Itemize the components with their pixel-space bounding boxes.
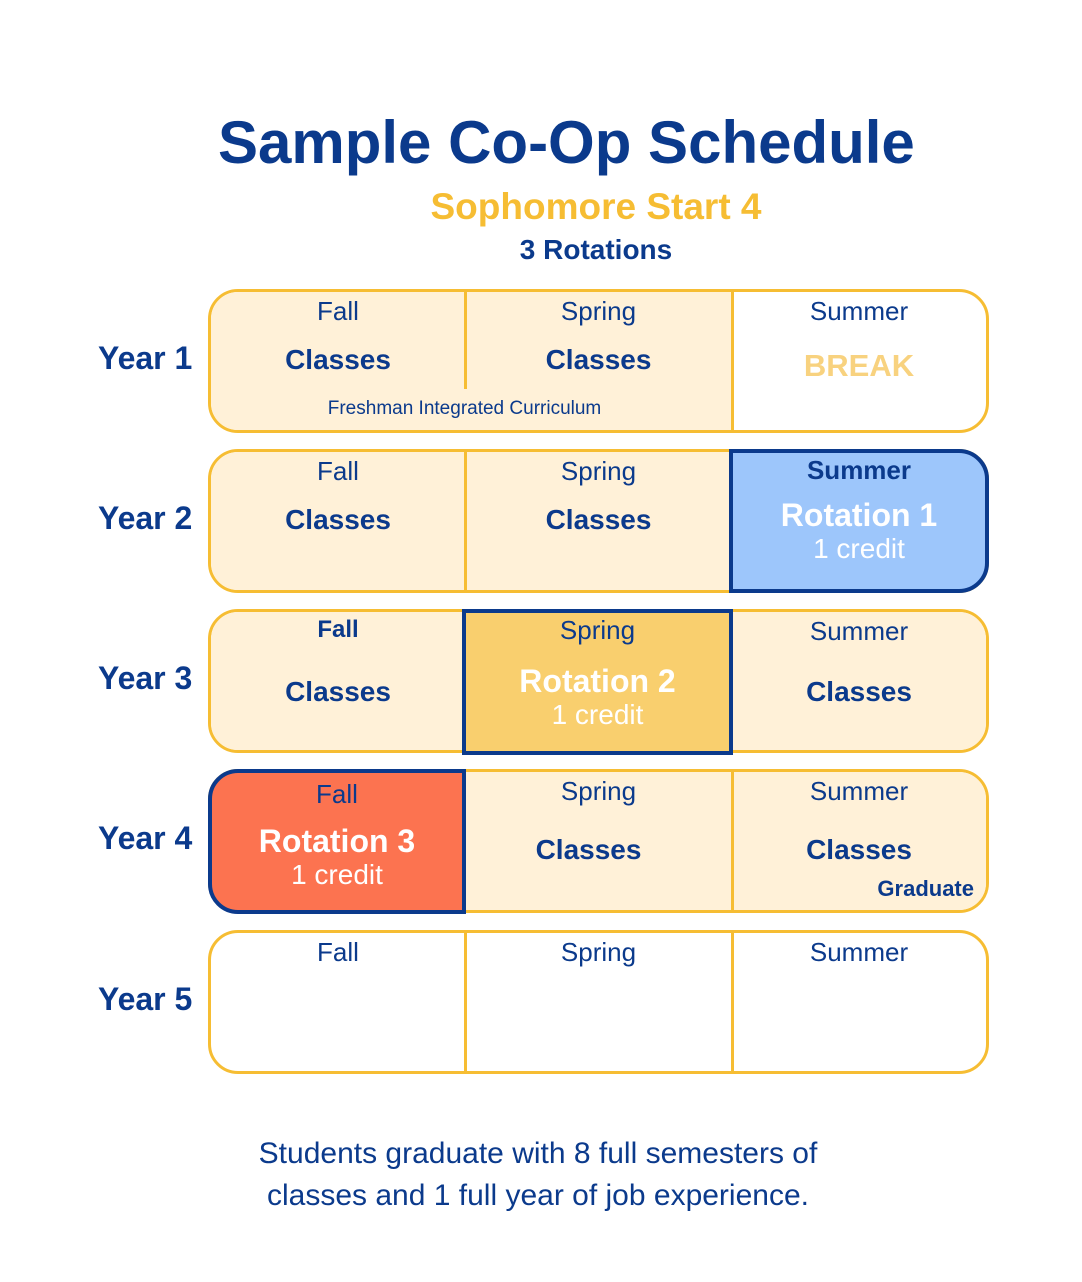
season-label: Fall [317, 296, 359, 326]
year-3-fall [211, 612, 465, 750]
page-subtitle: Sophomore Start 4 [430, 186, 762, 227]
cell-content: Classes [806, 834, 912, 865]
season-label: Summer [809, 616, 909, 646]
year-5-spring [465, 933, 732, 1071]
season-label: Fall [316, 779, 358, 809]
rotation-3-label: Rotation 3 [258, 823, 416, 859]
year-label-2: Year 2 [98, 500, 193, 536]
rotation-2-credit: 1 credit [551, 699, 644, 730]
season-label: Spring [560, 776, 637, 806]
divider [731, 933, 734, 1071]
year-label-4: Year 4 [98, 820, 193, 856]
cell-content: Classes [545, 504, 652, 535]
graduate-note: Graduate [877, 876, 974, 901]
season-label: Spring [559, 615, 636, 645]
season-label: Fall [317, 616, 359, 643]
divider [731, 292, 734, 430]
rotation-2-label: Rotation 2 [519, 663, 676, 699]
rotation-1-cell [729, 449, 989, 593]
year-5-summer [732, 933, 986, 1071]
year-row-1 [208, 289, 989, 433]
footer-line-1: Students graduate with 8 full semesters of [258, 1137, 818, 1170]
footer-note [0, 1133, 1076, 1217]
rotations-count: 3 Rotations [519, 234, 673, 265]
divider [464, 452, 467, 590]
season-label: Spring [560, 296, 637, 326]
cell-content: Classes [806, 676, 912, 707]
cell-content: Classes [535, 834, 642, 865]
season-label: Summer [809, 296, 909, 326]
footer-line-2: classes and 1 full year of job experience. [267, 1179, 809, 1212]
year-3-summer [732, 612, 986, 750]
year-label-3: Year 3 [98, 660, 193, 696]
season-label: Summer [806, 455, 912, 485]
break-label: BREAK [803, 348, 915, 383]
freshman-curriculum-note: Freshman Integrated Curriculum [327, 398, 602, 419]
season-label: Fall [317, 456, 359, 486]
year-5-fall [211, 933, 465, 1071]
season-label: Summer [809, 776, 909, 806]
year-4-summer [732, 772, 986, 910]
divider [464, 292, 467, 389]
cell-content: Classes [285, 676, 391, 707]
year-row-5 [208, 930, 989, 1074]
year-label-5: Year 5 [98, 981, 193, 1017]
rotation-1-label: Rotation 1 [780, 497, 938, 533]
year-2-fall [211, 452, 465, 590]
page-title: Sample Co-Op Schedule [218, 109, 915, 176]
rotation-3-cell [208, 769, 466, 914]
rotation-2-cell [462, 609, 733, 755]
season-label: Spring [560, 456, 637, 486]
season-label: Fall [317, 937, 359, 967]
cell-content: Classes [285, 344, 391, 375]
season-label: Summer [809, 937, 909, 967]
divider [464, 933, 467, 1071]
rotation-3-credit: 1 credit [291, 859, 383, 890]
year-1-summer [732, 292, 986, 430]
year-4-spring [465, 772, 732, 910]
year-2-spring [465, 452, 732, 590]
divider [731, 772, 734, 910]
cell-content: Classes [285, 504, 391, 535]
rotation-1-credit: 1 credit [813, 533, 905, 564]
cell-content: Classes [545, 344, 652, 375]
year-label-1: Year 1 [98, 340, 193, 376]
season-label: Spring [560, 937, 637, 967]
